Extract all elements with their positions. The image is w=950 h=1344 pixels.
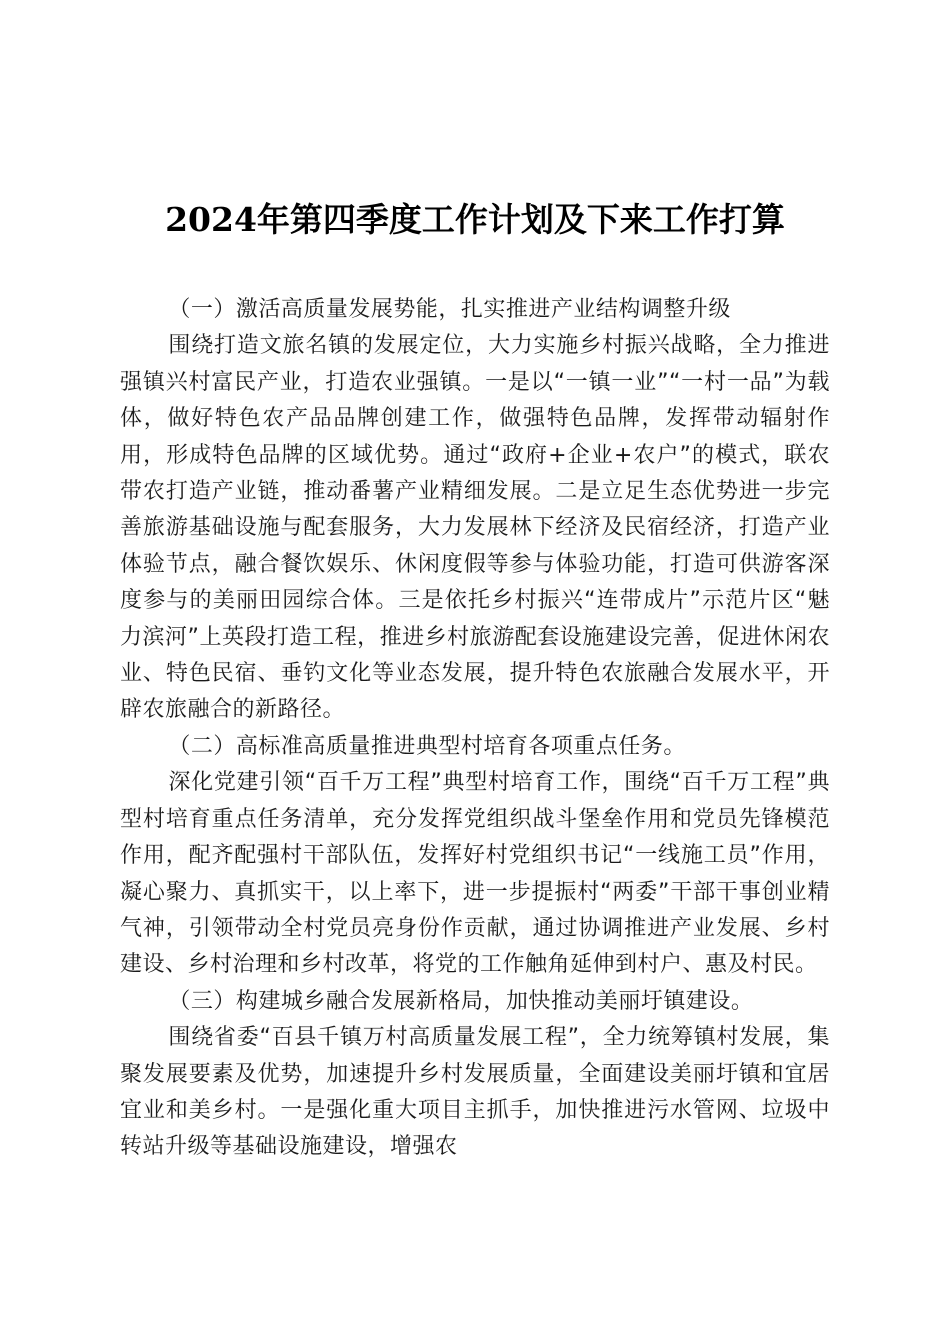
section-heading-3: （三）构建城乡融合发展新格局，加快推动美丽圩镇建设。: [168, 988, 754, 1014]
body-paragraph-3: 围绕省委“百县千镇万村高质量发展工程”，全力统筹镇村发展，集聚发展要素及优势，加速提升乡村发展质量，全面建设美丽圩镇和宜居宜业和美乡村。一是强化重大项目主抓手，加快推进污水管网、垃圾中转站升级等基础设施建设，增强农: [120, 1025, 830, 1160]
body-paragraph-2: 深化党建引领“百千万工程”典型村培育工作，围绕“百千万工程”典型村培育重点任务清单，充分发挥党组织战斗堡垒作用和党员先锋模范作用，配齐配强村干部队伍，发挥好村党组织书记“一线施工员”作用，凝心聚力、真抓实干，以上率下，进一步提振村“两委”干部干事创业精气神，引领带动全村党员亮身份作贡献，通过协调推进产业发展、乡村建设、乡村治理和乡村改革，将党的工作触角延伸到村户、惠及村民。: [120, 770, 830, 978]
section-heading-1: （一）激活高质量发展势能，扎实推进产业结构调整升级: [168, 297, 731, 322]
document-body: [120, 292, 830, 1166]
document-title: 2024年第四季度工作计划及下来工作打算: [165, 200, 785, 239]
section-heading-2: （二）高标准高质量推进典型村培育各项重点任务。: [168, 733, 686, 759]
body-paragraph-1: 围绕打造文旅名镇的发展定位，大力实施乡村振兴战略，全力推进强镇兴村富民产业，打造农业强镇。一是以“一镇一业”“一村一品”为载体，做好特色农产品品牌创建工作，做强特色品牌，发挥带动辐射作用，形成特色品牌的区域优势。通过“政府+企业+农户”的模式，联农带农打造产业链，推动番薯产业精细发展。二是立足生态优势进一步完善旅游基础设施与配套服务，大力发展林下经济及民宿经济，打造产业体验节点，融合餐饮娱乐、休闲度假等参与体验功能，打造可供游客深度参与的美丽田园综合体。三是依托乡村振兴“连带成片”示范片区“魅力滨河”上英段打造工程，推进乡村旅游配套设施建设完善，促进休闲农业、特色民宿、垂钓文化等业态发展，提升特色农旅融合发展水平，开辟农旅融合的新路径。: [120, 333, 830, 723]
